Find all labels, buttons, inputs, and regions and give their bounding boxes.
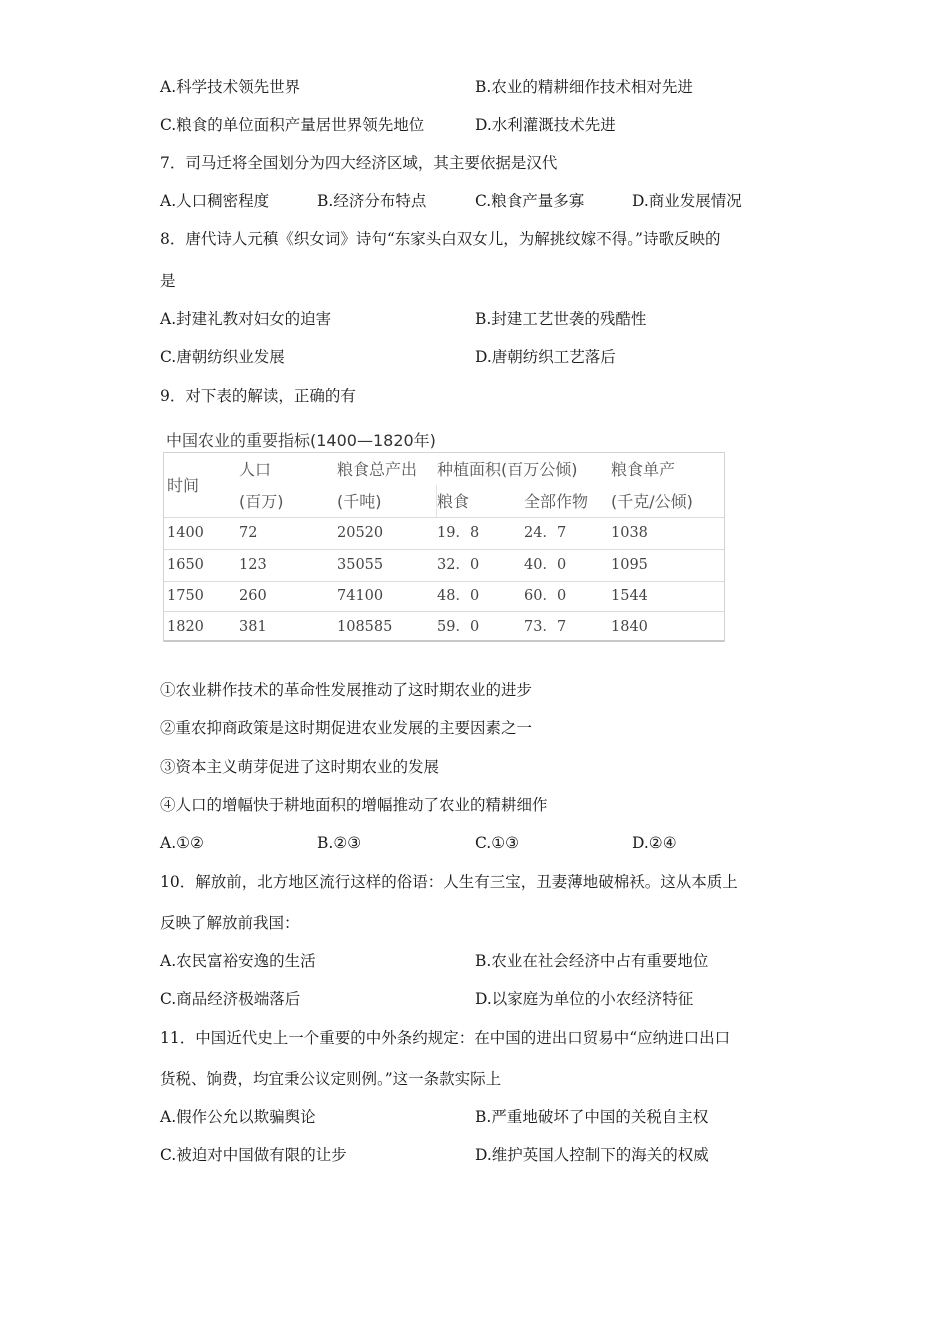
q8-options-row-2 xyxy=(160,347,800,367)
q8-option-d: D.唐朝纺织工艺落后 xyxy=(475,348,616,366)
q9-stem: 9．对下表的解读，正确的有 xyxy=(160,387,356,405)
q6-option-a: A.科学技术领先世界 xyxy=(160,78,301,96)
cell-population: 381 xyxy=(239,619,267,635)
q10-option-a: A.农民富裕安逸的生活 xyxy=(160,952,316,970)
cell-area-grain: 19．8 xyxy=(437,525,480,541)
header-time: 时间 xyxy=(167,476,200,495)
q11-stem-line-1: 11．中国近代史上一个重要的中外条约规定：在中国的进出口贸易中“应纳进口出口 xyxy=(160,1029,731,1047)
q6-option-c: C.粮食的单位面积产量居世界领先地位 xyxy=(160,116,425,134)
q6-option-d: D.水利灌溉技术先进 xyxy=(475,116,616,134)
cell-area-grain: 48．0 xyxy=(437,588,480,604)
q10-option-b: B.农业在社会经济中占有重要地位 xyxy=(475,952,709,970)
row-divider xyxy=(164,581,724,582)
q7-options-row xyxy=(160,191,800,211)
header-grain-yield-unit: (千克/公倾) xyxy=(611,492,693,511)
cell-time: 1650 xyxy=(167,557,204,573)
q11-options-row-2 xyxy=(160,1145,800,1165)
cell-grain-output: 108585 xyxy=(337,619,393,635)
q8-option-a: A.封建礼教对妇女的迫害 xyxy=(160,310,332,328)
header-grain-yield: 粮食单产 xyxy=(611,460,676,479)
q11-option-d: D.维护英国人控制下的海关的权威 xyxy=(475,1146,709,1164)
cell-grain-output: 20520 xyxy=(337,525,384,541)
q8-stem-line-1: 8．唐代诗人元稹《织女词》诗句“东家头白双女儿，为解挑纹嫁不得。”诗歌反映的 xyxy=(160,230,721,248)
q8-stem-line-2: 是 xyxy=(160,272,176,290)
cell-grain-yield: 1038 xyxy=(611,525,648,541)
q11-option-a: A.假作公允以欺骗舆论 xyxy=(160,1108,316,1126)
cell-grain-yield: 1095 xyxy=(611,557,648,573)
q9-statement-3: ③资本主义萌芽促进了这时期农业的发展 xyxy=(160,758,440,776)
header-planting-area: 种植面积(百万公倾) xyxy=(437,460,578,479)
agriculture-indicators-table xyxy=(163,452,725,642)
q10-stem-line-2: 反映了解放前我国： xyxy=(160,914,300,932)
q8-options-row-1 xyxy=(160,309,800,329)
header-population: 人口 xyxy=(239,460,272,479)
q11-stem-line-2: 货税、饷费，均宜秉公议定则例。”这一条款实际上 xyxy=(160,1070,502,1088)
row-divider xyxy=(164,549,724,550)
q6-option-b: B.农业的精耕细作技术相对先进 xyxy=(475,78,693,96)
cell-area-all: 60．0 xyxy=(524,588,567,604)
cell-population: 123 xyxy=(239,557,267,573)
q7-option-d: D.商业发展情况 xyxy=(632,192,742,210)
cell-grain-yield: 1544 xyxy=(611,588,648,604)
q7-option-b: B.经济分布特点 xyxy=(317,192,427,210)
q6-options-row-2 xyxy=(160,115,800,135)
cell-grain-output: 35055 xyxy=(337,557,384,573)
q11-option-b: B.严重地破坏了中国的关税自主权 xyxy=(475,1108,709,1126)
q7-option-a: A.人口稠密程度 xyxy=(160,192,270,210)
cell-area-all: 73．7 xyxy=(524,619,567,635)
q7-option-c: C.粮食产量多寡 xyxy=(475,192,585,210)
q7-stem: 7．司马迁将全国划分为四大经济区域，其主要依据是汉代 xyxy=(160,154,558,172)
q9-statement-2: ②重农抑商政策是这时期促进农业发展的主要因素之一 xyxy=(160,719,533,737)
q11-option-c: C.被迫对中国做有限的让步 xyxy=(160,1146,347,1164)
header-population-unit: (百万) xyxy=(239,492,284,511)
q11-options-row-1 xyxy=(160,1107,800,1127)
header-divider xyxy=(436,485,437,517)
q10-option-d: D.以家庭为单位的小农经济特征 xyxy=(475,990,694,1008)
q6-options-row-1 xyxy=(160,77,800,97)
q9-option-a: A.①② xyxy=(160,834,204,852)
header-grain-output-unit: (千吨) xyxy=(337,492,382,511)
q9-option-b: B.②③ xyxy=(317,834,362,852)
cell-time: 1400 xyxy=(167,525,204,541)
cell-area-grain: 59．0 xyxy=(437,619,480,635)
q10-options-row-1 xyxy=(160,951,800,971)
q8-option-c: C.唐朝纺织业发展 xyxy=(160,348,285,366)
header-area-all-crops: 全部作物 xyxy=(524,492,589,511)
q9-statement-1: ①农业耕作技术的革命性发展推动了这时期农业的进步 xyxy=(160,681,533,699)
cell-area-grain: 32．0 xyxy=(437,557,480,573)
cell-time: 1820 xyxy=(167,619,204,635)
q10-option-c: C.商品经济极端落后 xyxy=(160,990,301,1008)
row-divider xyxy=(164,517,724,518)
cell-time: 1750 xyxy=(167,588,204,604)
header-area-grain: 粮食 xyxy=(437,492,470,511)
cell-area-all: 40．0 xyxy=(524,557,567,573)
q9-option-c: C.①③ xyxy=(475,834,520,852)
cell-area-all: 24．7 xyxy=(524,525,567,541)
cell-population: 72 xyxy=(239,525,258,541)
q9-option-d: D.②④ xyxy=(632,834,677,852)
cell-grain-output: 74100 xyxy=(337,588,384,604)
q10-options-row-2 xyxy=(160,989,800,1009)
header-grain-output: 粮食总产出 xyxy=(337,460,418,479)
q8-option-b: B.封建工艺世袭的残酷性 xyxy=(475,310,647,328)
cell-population: 260 xyxy=(239,588,267,604)
row-divider xyxy=(164,611,724,612)
cell-grain-yield: 1840 xyxy=(611,619,648,635)
q9-options-row xyxy=(160,833,800,853)
q10-stem-line-1: 10．解放前，北方地区流行这样的俗语：人生有三宝，丑妻薄地破棉袄。这从本质上 xyxy=(160,873,738,891)
q9-statement-4: ④人口的增幅快于耕地面积的增幅推动了农业的精耕细作 xyxy=(160,796,548,814)
table-title: 中国农业的重要指标(1400—1820年) xyxy=(166,431,436,450)
